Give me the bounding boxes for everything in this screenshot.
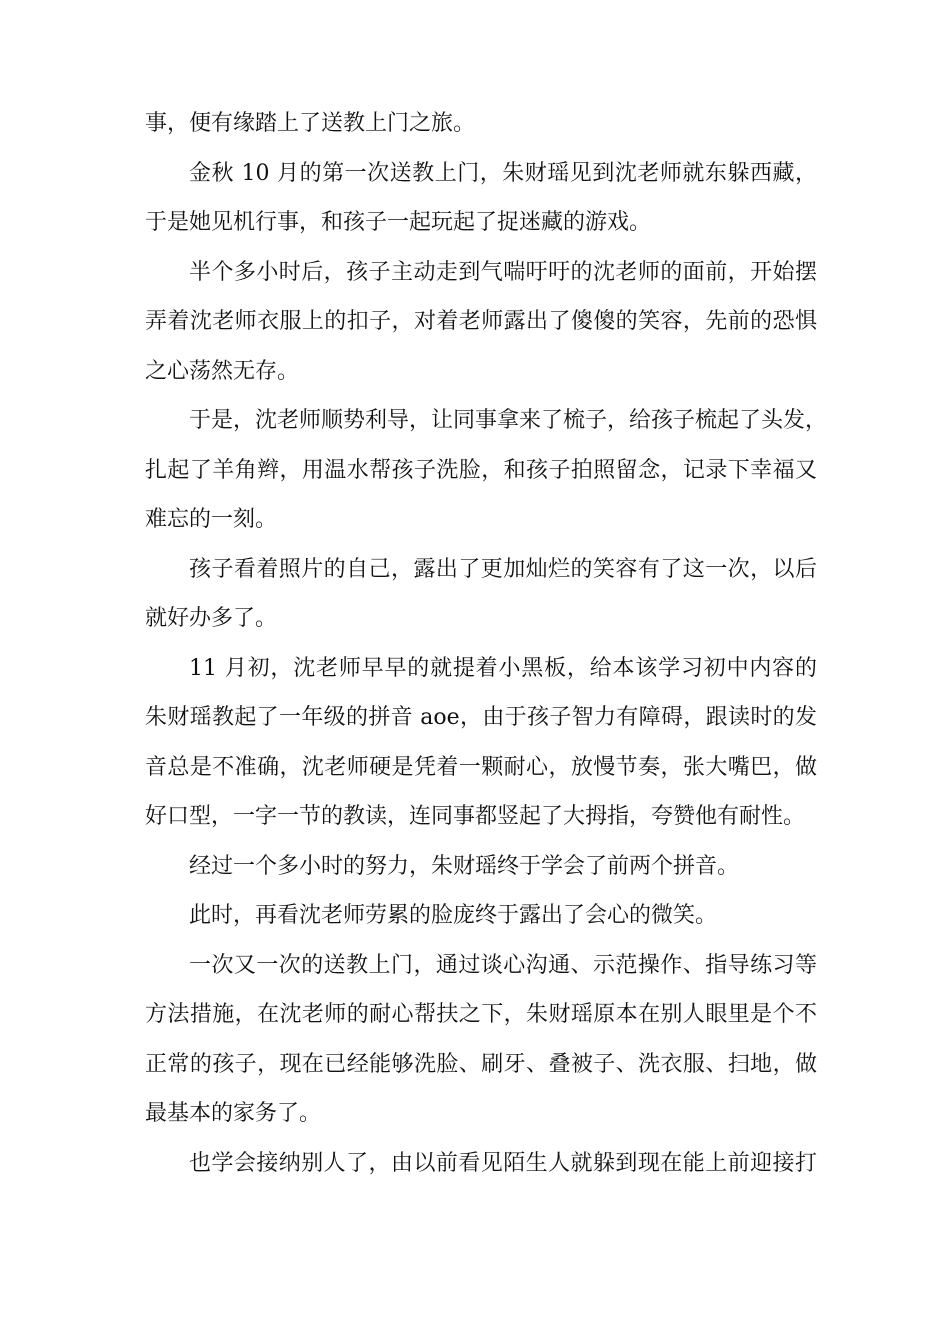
text-line: 孩子看着照片的自己，露出了更加灿烂的笑容有了这一次，以后 <box>189 556 817 582</box>
text-line: 之心荡然无存。 <box>145 358 300 384</box>
text-line: 经过一个多小时的努力，朱财瑶终于学会了前两个拼音。 <box>189 853 740 879</box>
text-line: 此时，再看沈老师劳累的脸庞终于露出了会心的微笑。 <box>189 903 718 928</box>
text-line: 正常的孩子，现在已经能够洗脸、刷牙、叠被子、洗衣服、扫地，做 <box>145 1051 817 1077</box>
text-line: 于是她见机行事，和孩子一起玩起了捉迷藏的游戏。 <box>145 210 652 235</box>
text-line: 难忘的一刻。 <box>145 507 278 532</box>
text-line: 朱财瑶教起了一年级的拼音 aoe，由于孩子智力有障碍，跟读时的发 <box>145 705 817 730</box>
text-line: 事，便有缘踏上了送教上门之旅。 <box>145 111 476 136</box>
text-line: 音总是不准确，沈老师硬是凭着一颗耐心，放慢节奏，张大嘴巴，做 <box>145 754 817 780</box>
text-line: 于是，沈老师顺势利导，让同事拿来了梳子，给孩子梳起了头发， <box>189 408 828 433</box>
text-line: 好口型，一字一节的教读，连同事都竖起了大拇指，夸赞他有耐性。 <box>145 804 806 829</box>
text-line: 弄着沈老师衣服上的扣子，对着老师露出了傻傻的笑容，先前的恐惧 <box>145 309 817 334</box>
text-line: 11 月初，沈老师早早的就提着小黑板，给本该学习初中内容的 <box>189 655 817 681</box>
text-line: 扎起了羊角辫，用温水帮孩子洗脸，和孩子拍照留念，记录下幸福又 <box>145 457 817 483</box>
text-line: 也学会接纳别人了，由以前看见陌生人就躲到现在能上前迎接打 <box>189 1150 817 1176</box>
text-line: 一次又一次的送教上门，通过谈心沟通、示范操作、指导练习等 <box>189 952 817 978</box>
text-line: 就好办多了。 <box>145 606 278 631</box>
text-line: 最基本的家务了。 <box>145 1101 322 1126</box>
document-body <box>145 99 828 1188</box>
text-line: 半个多小时后，孩子主动走到气喘吁吁的沈老师的面前，开始摆 <box>189 259 817 285</box>
text-line: 金秋 10 月的第一次送教上门，朱财瑶见到沈老师就东躲西藏， <box>189 160 817 186</box>
text-line: 方法措施，在沈老师的耐心帮扶之下，朱财瑶原本在别人眼里是个不 <box>145 1002 817 1027</box>
